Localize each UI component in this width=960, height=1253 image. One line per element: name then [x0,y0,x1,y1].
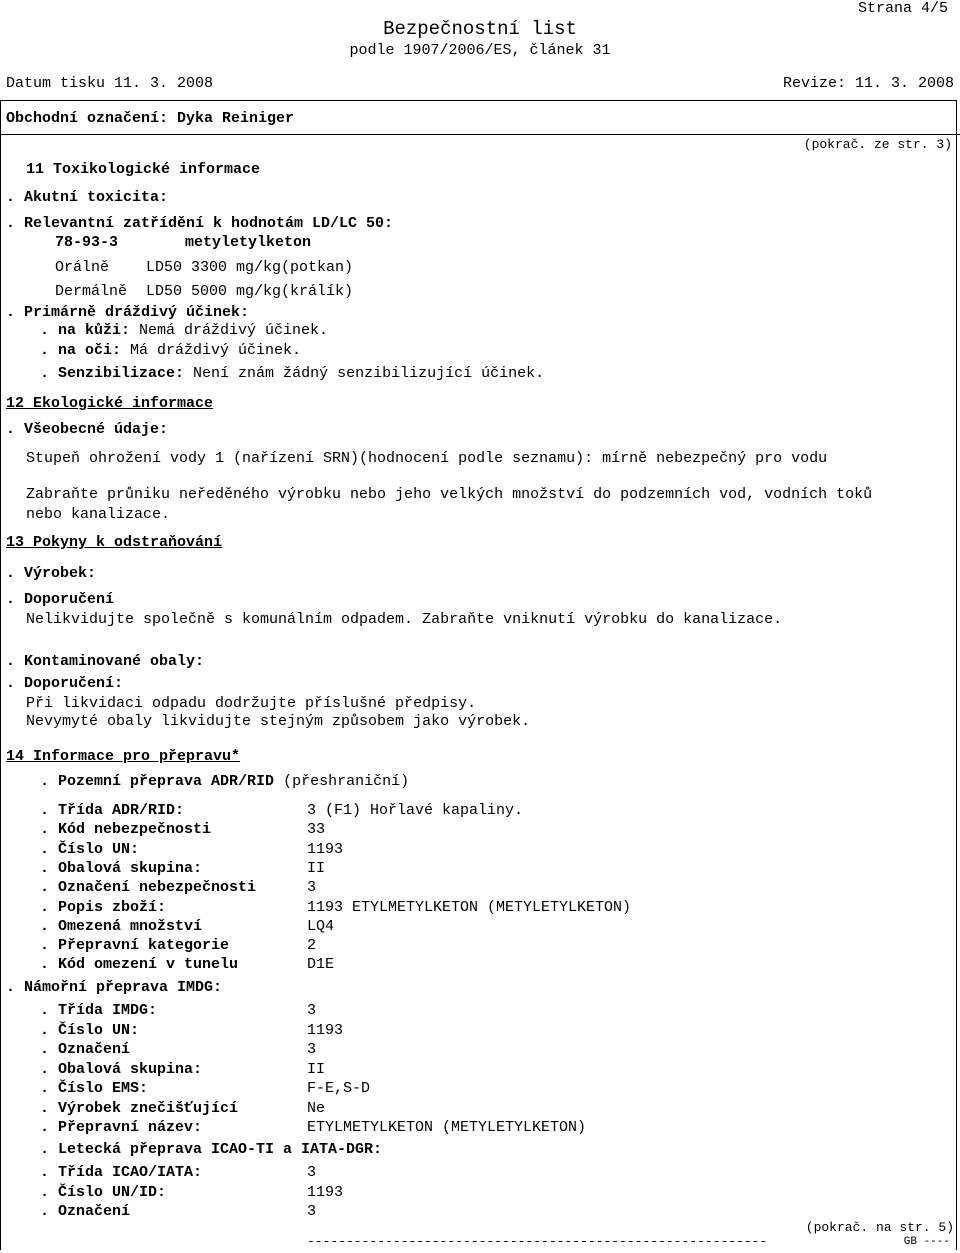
groundwater-warning-line2: nebo kanalizace. [26,506,171,523]
product-label: . Výrobek: [6,565,97,582]
contaminated-packaging-label: . Kontaminované obaly: [6,653,205,670]
eye-row [40,342,301,360]
transport-row-value: 3 [307,1203,317,1220]
skin-value: Nemá dráždivý účinek. [139,322,329,339]
groundwater-warning-line1: Zabraňte průniku neředěného výrobku nebo jeho velkých množství do podzemních vod, vodních toků [26,486,873,503]
dermal-route: Dermálně [55,283,128,300]
transport-row-value: 1193 ETYLMETYLKETON (METYLETYLKETON) [307,898,632,916]
transport-row-value: D1E [307,956,335,974]
transport-row-value: 3 [307,1041,317,1058]
footer-dashes: ----------------------------------------------------------- [307,1234,768,1249]
eye-value: Má dráždivý účinek. [130,342,302,359]
icao-heading: . Letecká přeprava ICAO-TI a IATA-DGR: [40,1141,383,1158]
transport-row-value: LQ4 [307,917,335,935]
transport-row-label: . Kód nebezpečnosti [40,821,212,839]
water-hazard-text: Stupeň ohrožení vody 1 (nařízení SRN)(hodnocení podle seznamu): mírně nebezpečný pro vodu [26,450,828,467]
transport-row-label: . Třída ADR/RID: [40,802,185,819]
transport-row-value: II [307,1060,326,1078]
transport-row-label: . Označení [40,1203,131,1220]
divider [0,134,960,135]
transport-row-label: . Výrobek znečišťující [40,1099,239,1117]
eye-label: . na oči: [40,342,122,359]
cas-number: 78-93-3 [55,234,119,251]
continued-from: (pokrač. ze str. 3) [803,137,952,152]
transport-row-value: ETYLMETYLKETON (METYLETYLKETON) [307,1119,587,1136]
section-14-heading: 14 Informace pro přepravu* [6,748,241,765]
sensitization-label: . Senzibilizace: [40,365,185,382]
transport-row-value: 3 [307,1002,317,1019]
adr-heading-paren: (přeshraniční) [283,773,410,790]
transport-row-label: . Označení nebezpečnosti [40,879,257,897]
substance-name: metyletylketon [185,234,312,251]
continued-on: (pokrač. na str. 5) [805,1220,954,1235]
transport-row-label: . Kód omezení v tunelu [40,956,239,974]
recommendation-text: Nelikvidujte společně s komunálním odpadem. Zabraňte vniknutí výrobku do kanalizace. [26,611,783,628]
recommendation-label: . Doporučení [6,591,115,608]
transport-row-value: 1193 [307,1021,344,1039]
adr-heading-label: . Pozemní přeprava ADR/RID [40,773,275,790]
sensitization-row [40,365,544,383]
transport-row-value: Ne [307,1099,326,1117]
transport-row-value: 3 [307,1164,317,1181]
transport-row-label: . Číslo UN: [40,840,140,858]
primary-irritation-label: . Primárně dráždivý účinek: [6,304,250,321]
oral-value: LD50 3300 mg/kg(potkan) [146,259,354,276]
section-13-heading: 13 Pokyny k odstraňování [6,534,223,551]
transport-row-label: . Omezená množství [40,917,203,935]
page-number: Strana 4/5 [857,0,948,17]
transport-row-label: . Číslo UN/ID: [40,1183,167,1201]
skin-row [40,322,328,340]
transport-row-value: 3 (F1) Hořlavé kapaliny. [307,802,524,819]
transport-row-label: . Číslo EMS: [40,1080,149,1097]
transport-row-label: . Třída ICAO/IATA: [40,1164,203,1181]
transport-row-label: . Třída IMDG: [40,1002,158,1019]
oral-route: Orálně [55,259,110,276]
transport-row-label: . Přepravní název: [40,1119,203,1136]
transport-row-label: . Označení [40,1041,131,1058]
transport-row-value: 1193 [307,1183,344,1201]
transport-row-label: . Obalová skupina: [40,1060,203,1078]
transport-row-label: . Číslo UN: [40,1021,140,1039]
transport-row-label: . Popis zboží: [40,898,167,916]
transport-row-value: 33 [307,821,326,839]
sensitization-value: Není znám žádný senzibilizující účinek. [193,365,545,382]
transport-row-value: II [307,859,326,877]
transport-row-value: 2 [307,937,317,955]
section-12-heading: 12 Ekologické informace [6,395,214,412]
packaging-recommendation-label: . Doporučení: [6,675,124,692]
imdg-heading: . Námořní přeprava IMDG: [6,979,223,996]
section-11-heading: 11 Toxikologické informace [26,161,261,178]
acute-toxicity-label: . Akutní toxicita: [6,189,169,206]
dermal-value: LD50 5000 mg/kg(králík) [146,283,354,300]
transport-row-label: . Přepravní kategorie [40,937,230,955]
transport-row-value: 1193 [307,840,344,858]
document-title: Bezpečnostní list [383,18,577,40]
revision-date: Revize: 11. 3. 2008 [782,75,954,92]
trade-name: Obchodní označení: Dyka Reiniger [6,110,295,127]
skin-label: . na kůži: [40,322,131,339]
print-date: Datum tisku 11. 3. 2008 [6,75,214,92]
language-code: GB ---- [903,1236,950,1248]
transport-row-value: 3 [307,879,317,897]
transport-row-value: F-E,S-D [307,1080,371,1097]
packaging-recommendation-line2: Nevymyté obaly likvidujte stejným způsobem jako výrobek. [26,713,531,730]
packaging-recommendation-line1: Při likvidaci odpadu dodržujte příslušné předpisy. [26,695,477,712]
adr-heading [40,773,409,791]
ld-lc50-label: . Relevantní zatřídění k hodnotám LD/LC 50: [6,215,394,232]
general-data-label: . Všeobecné údaje: [6,421,169,438]
document-subtitle: podle 1907/2006/ES, článek 31 [349,42,611,59]
transport-row-label: . Obalová skupina: [40,859,203,877]
